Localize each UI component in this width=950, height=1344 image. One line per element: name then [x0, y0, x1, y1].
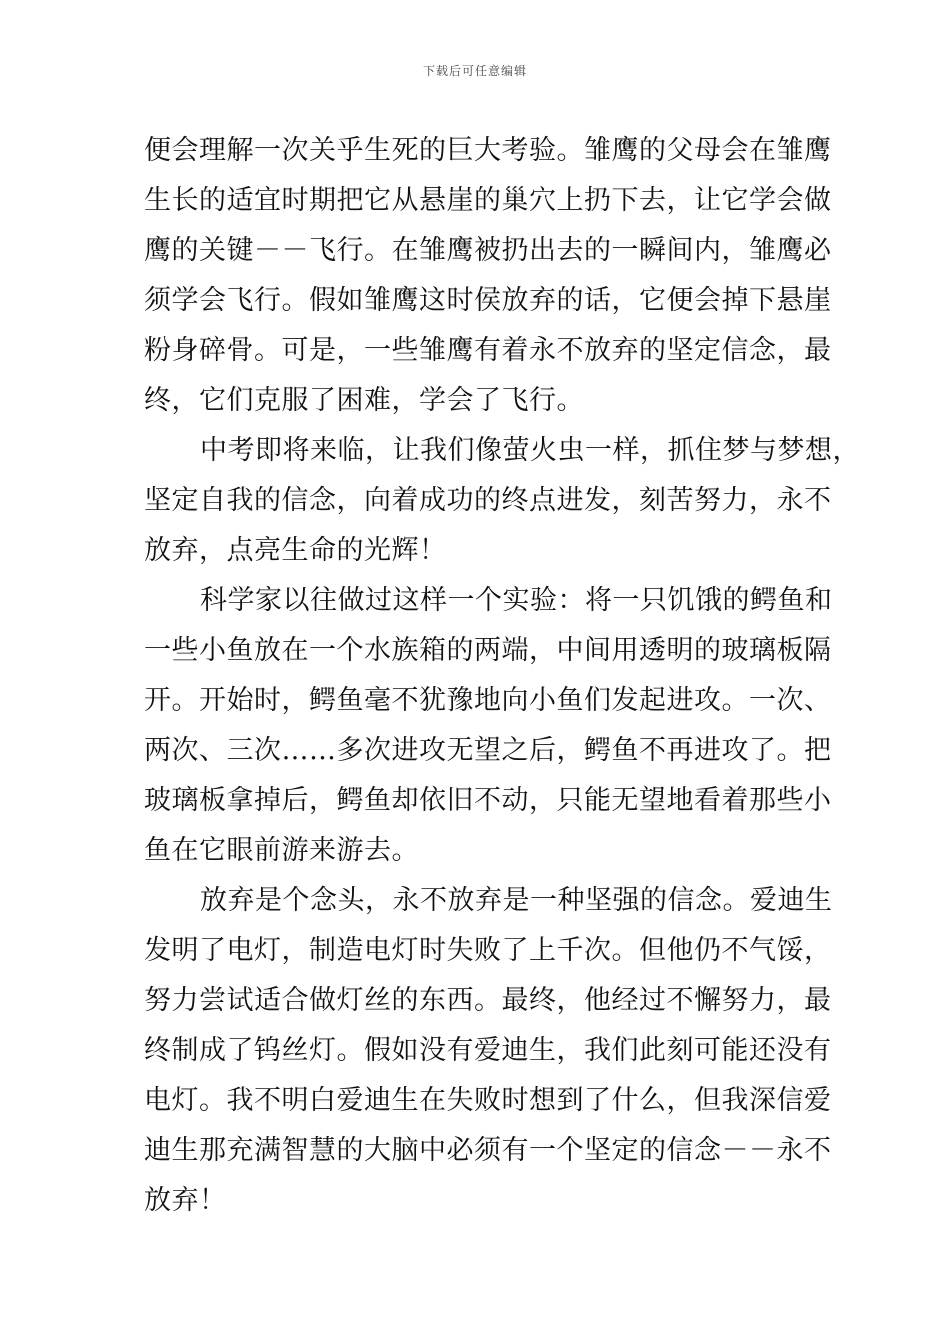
- text-line: 发明了电灯，制造电灯时失败了上千次。但他仍不气馁，: [144, 935, 832, 966]
- text-line: 放弃！: [144, 1185, 227, 1216]
- paragraph-first-line: 放弃是个念头，永不放弃是一种坚强的信念。爱迪生: [200, 885, 833, 916]
- text-line: 便会理解一次关乎生死的巨大考验。雏鹰的父母会在雏鹰: [144, 135, 832, 166]
- text-line: 一些小鱼放在一个水族箱的两端，中间用透明的玻璃板隔: [144, 635, 832, 666]
- text-line: 努力尝试适合做灯丝的东西。最终，他经过不懈努力，最: [144, 985, 832, 1016]
- text-line: 须学会飞行。假如雏鹰这时侯放弃的话，它便会掉下悬崖: [144, 285, 832, 316]
- text-line: 放弃，点亮生命的光辉！: [144, 535, 447, 566]
- document-body: [144, 126, 860, 1226]
- text-line: 两次、三次……多次进攻无望之后，鳄鱼不再进攻了。把: [144, 735, 832, 766]
- paragraph-first-line: 科学家以往做过这样一个实验：将一只饥饿的鳄鱼和: [200, 585, 833, 616]
- text-line: 迪生那充满智慧的大脑中必须有一个坚定的信念－－永不: [144, 1135, 832, 1166]
- text-line: 开。开始时，鳄鱼毫不犹豫地向小鱼们发起进攻。一次、: [144, 685, 832, 716]
- page-header: 下载后可任意编辑: [422, 64, 527, 78]
- text-line: 电灯。我不明白爱迪生在失败时想到了什么，但我深信爱: [144, 1085, 832, 1116]
- text-line: 玻璃板拿掉后，鳄鱼却依旧不动，只能无望地看着那些小: [144, 785, 832, 816]
- text-line: 粉身碎骨。可是，一些雏鹰有着永不放弃的坚定信念，最: [144, 335, 832, 366]
- text-line: 终，它们克服了困难，学会了飞行。: [144, 385, 584, 416]
- text-line: 鹰的关键－－飞行。在雏鹰被扔出去的一瞬间内，雏鹰必: [144, 235, 832, 266]
- text-line: 坚定自我的信念，向着成功的终点进发，刻苦努力，永不: [144, 485, 832, 516]
- text-line: 终制成了钨丝灯。假如没有爱迪生，我们此刻可能还没有: [144, 1035, 832, 1066]
- text-line: 生长的适宜时期把它从悬崖的巢穴上扔下去，让它学会做: [144, 185, 832, 216]
- text-line: 鱼在它眼前游来游去。: [144, 835, 419, 866]
- paragraph-first-line: 中考即将来临，让我们像萤火虫一样，抓住梦与梦想，: [200, 435, 860, 466]
